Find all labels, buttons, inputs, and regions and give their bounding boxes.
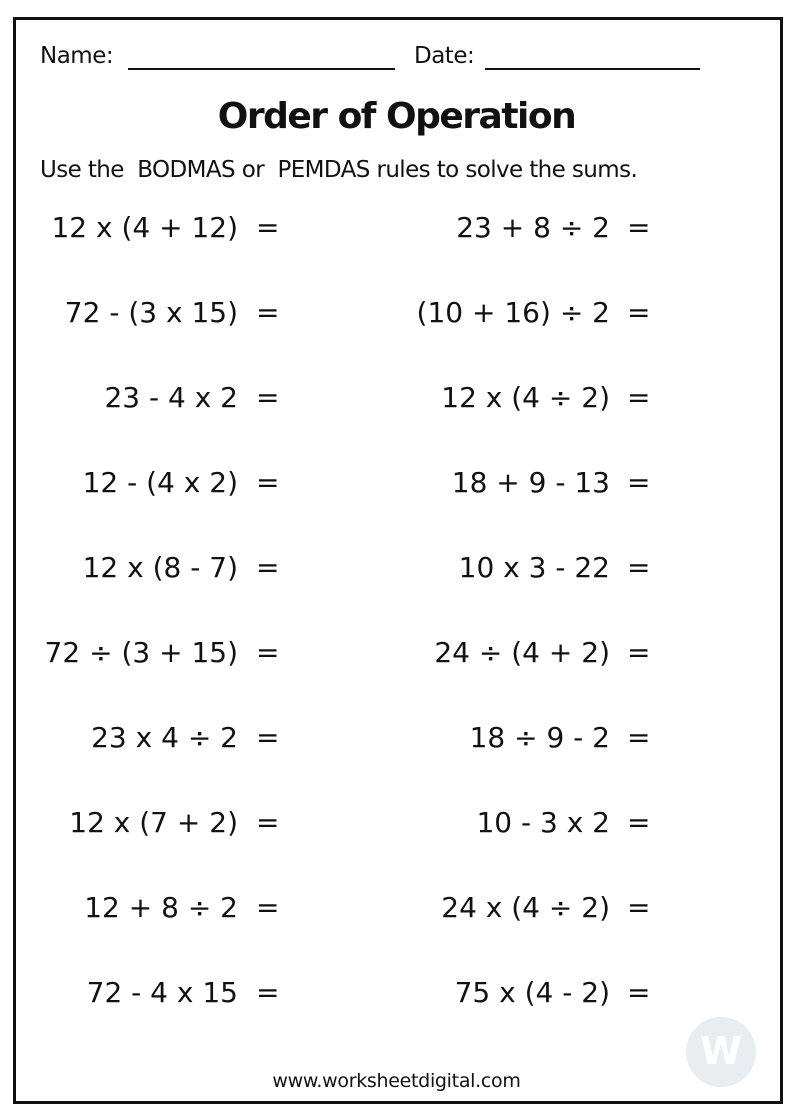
problem-row bbox=[0, 357, 793, 442]
problem-row bbox=[0, 867, 793, 952]
name-label: Name: bbox=[40, 43, 114, 69]
problem-row bbox=[0, 782, 793, 867]
problem-row bbox=[0, 187, 793, 272]
logo-icon: W bbox=[700, 1029, 742, 1073]
problem-right: 24 x (4 ÷ 2) bbox=[441, 891, 610, 924]
equals-sign: = bbox=[627, 891, 651, 924]
problem-left: 72 - (3 x 15) bbox=[64, 296, 238, 329]
problem-list bbox=[0, 187, 793, 1037]
equals-sign: = bbox=[627, 466, 651, 499]
name-field-line[interactable] bbox=[128, 68, 395, 70]
date-field-line[interactable] bbox=[485, 68, 700, 70]
problem-right: 10 x 3 - 22 bbox=[458, 551, 610, 584]
problem-left: 12 - (4 x 2) bbox=[82, 466, 238, 499]
problem-left: 12 x (8 - 7) bbox=[82, 551, 238, 584]
equals-sign: = bbox=[627, 296, 651, 329]
problem-left: 23 - 4 x 2 bbox=[104, 381, 238, 414]
instructions: Use the BODMAS or PEMDAS rules to solve the sums. bbox=[40, 157, 638, 183]
footer-url: www.worksheetdigital.com bbox=[272, 1070, 521, 1092]
problem-row bbox=[0, 442, 793, 527]
equals-sign: = bbox=[256, 296, 280, 329]
equals-sign: = bbox=[627, 381, 651, 414]
problem-right: 23 + 8 ÷ 2 bbox=[456, 211, 610, 244]
problem-right: 18 + 9 - 13 bbox=[451, 466, 610, 499]
equals-sign: = bbox=[256, 381, 280, 414]
page-title: Order of Operation bbox=[217, 96, 576, 137]
equals-sign: = bbox=[627, 806, 651, 839]
problem-right: 24 ÷ (4 + 2) bbox=[434, 636, 610, 669]
problem-row bbox=[0, 612, 793, 697]
equals-sign: = bbox=[256, 806, 280, 839]
problem-left: 72 - 4 x 15 bbox=[86, 976, 238, 1009]
equals-sign: = bbox=[627, 636, 651, 669]
problem-left: 23 x 4 ÷ 2 bbox=[91, 721, 238, 754]
equals-sign: = bbox=[627, 211, 651, 244]
problem-left: 12 x (7 + 2) bbox=[69, 806, 238, 839]
problem-left: 72 ÷ (3 + 15) bbox=[44, 636, 238, 669]
equals-sign: = bbox=[627, 721, 651, 754]
problem-row bbox=[0, 272, 793, 357]
equals-sign: = bbox=[256, 551, 280, 584]
problem-right: 12 x (4 ÷ 2) bbox=[441, 381, 610, 414]
problem-right: (10 + 16) ÷ 2 bbox=[416, 296, 610, 329]
problem-right: 10 - 3 x 2 bbox=[476, 806, 610, 839]
equals-sign: = bbox=[256, 466, 280, 499]
equals-sign: = bbox=[627, 551, 651, 584]
problem-row bbox=[0, 952, 793, 1037]
equals-sign: = bbox=[256, 891, 280, 924]
date-label: Date: bbox=[414, 43, 475, 69]
equals-sign: = bbox=[256, 721, 280, 754]
problem-row bbox=[0, 697, 793, 782]
problem-left: 12 x (4 + 12) bbox=[51, 211, 238, 244]
problem-right: 75 x (4 - 2) bbox=[454, 976, 610, 1009]
equals-sign: = bbox=[627, 976, 651, 1009]
equals-sign: = bbox=[256, 976, 280, 1009]
problem-right: 18 ÷ 9 - 2 bbox=[469, 721, 610, 754]
problem-row bbox=[0, 527, 793, 612]
equals-sign: = bbox=[256, 211, 280, 244]
problem-left: 12 + 8 ÷ 2 bbox=[84, 891, 238, 924]
equals-sign: = bbox=[256, 636, 280, 669]
